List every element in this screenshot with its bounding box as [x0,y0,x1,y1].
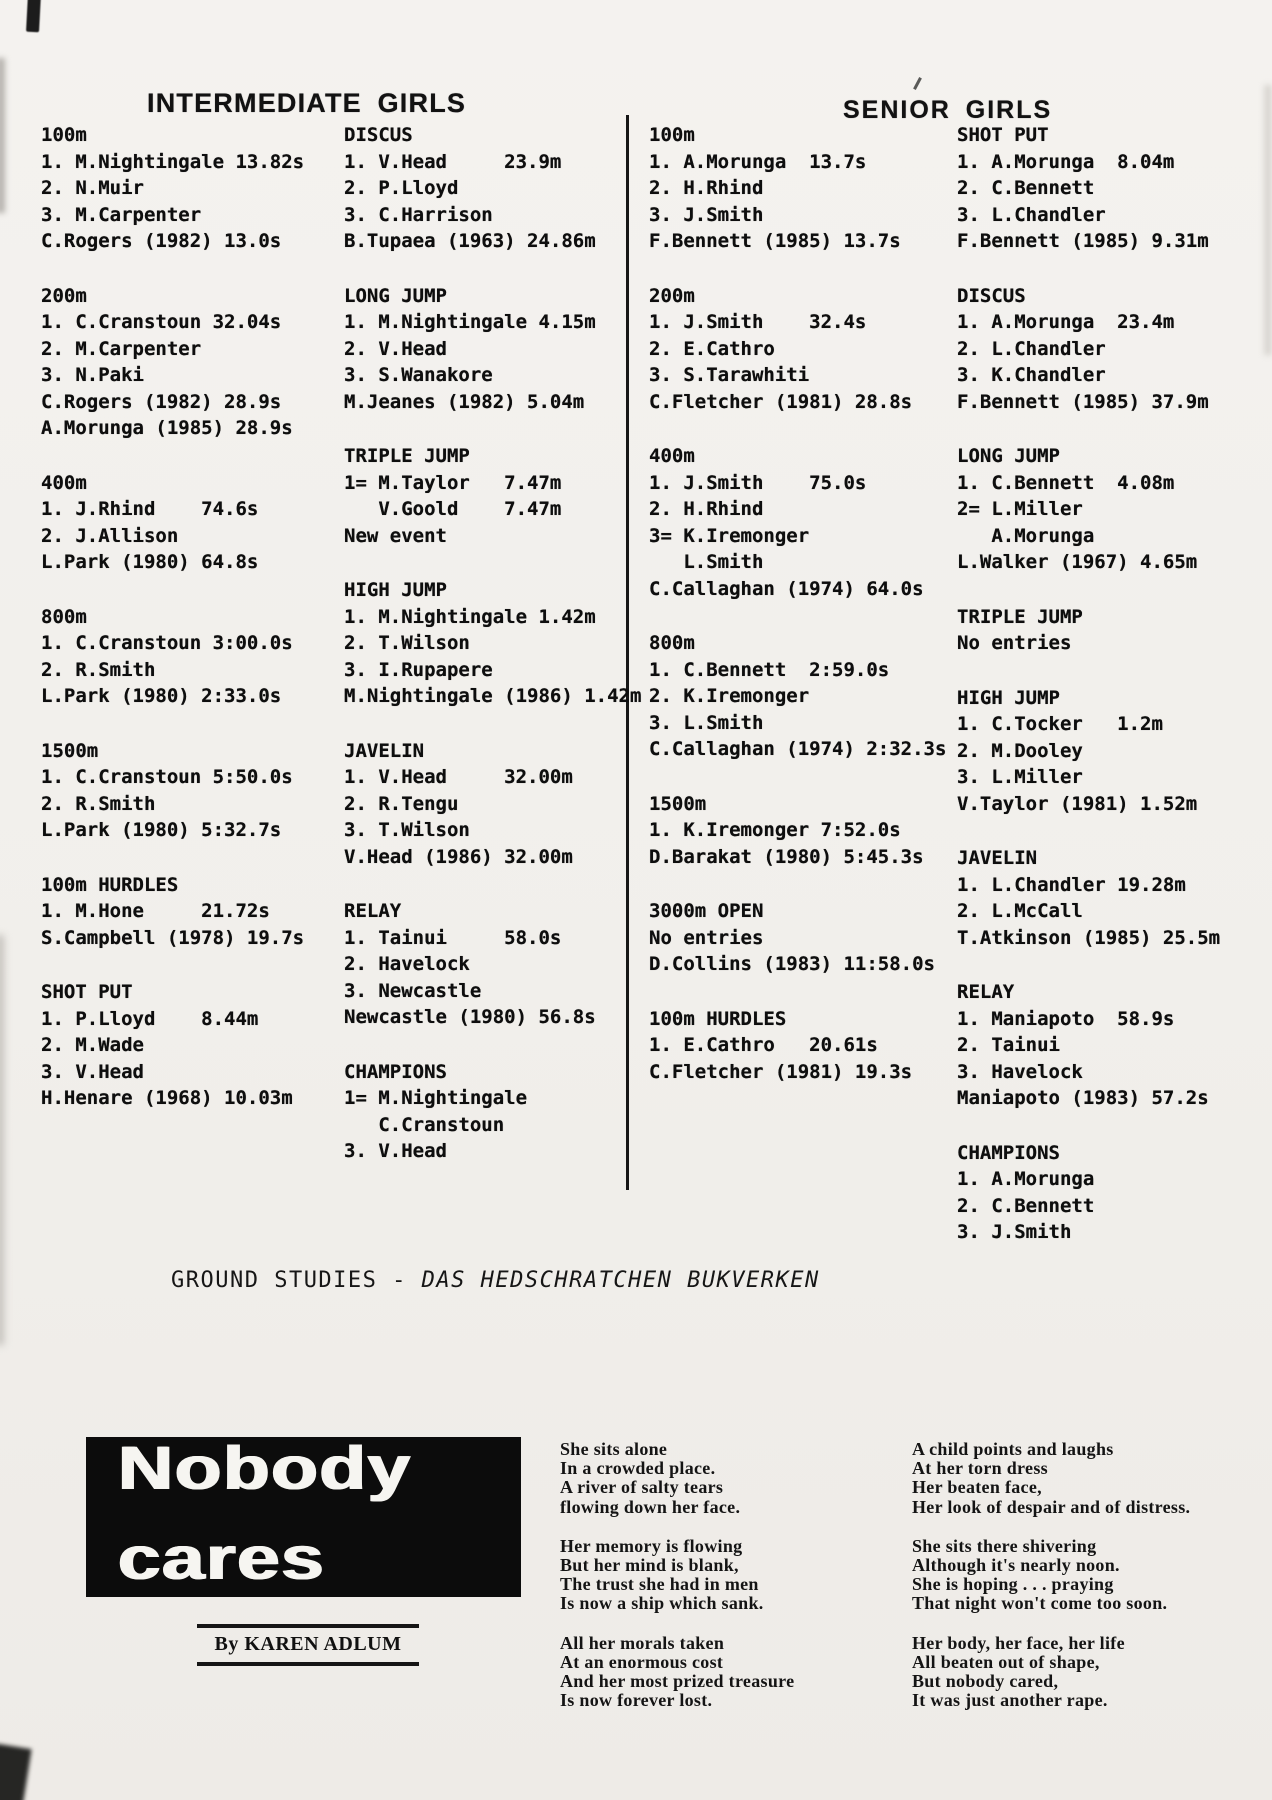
result-line: 3. Newcastle [344,979,482,1002]
event-400m [649,443,954,602]
poem-line: That night won't come too soon. [912,1593,1168,1614]
result-line: 3= K.Iremonger [649,524,810,547]
result-line: 1. A.Morunga 8.04m [957,150,1175,173]
result-line: M.Nightingale (1986) 1.42m [344,685,642,707]
event-title: 100m [41,124,87,146]
poem-stanza [560,1537,890,1614]
result-line: 1. V.Head 32.00m [344,766,573,788]
event-long-jump [957,443,1272,576]
result-line: 3. L.Miller [957,766,1083,788]
result-line: 2. C.Bennett [957,177,1095,199]
result-line: F.Bennett (1985) 13.7s [649,230,901,252]
event-champions [957,1140,1272,1246]
result-line: 3. M.Carpenter [41,203,202,226]
event-title: 3000m OPEN [649,900,764,922]
result-line: 1. C.Cranstoun 5:50.0s [41,766,293,788]
event-200m [41,283,336,442]
event-100m [41,122,336,255]
result-line: C.Rogers (1982) 13.0s [41,230,282,252]
poem-stanza [912,1634,1267,1711]
result-line: 2. Tainui [957,1034,1060,1056]
result-line: 1. K.Iremonger 7:52.0s [649,819,901,841]
result-line: 2. J.Allison [41,524,179,547]
result-line: 2. M.Carpenter [41,337,202,360]
result-line: Newcastle (1980) 56.8s [344,1006,596,1028]
event-title: JAVELIN [344,739,425,762]
event-title: 100m [649,124,695,146]
result-line: 1. M.Nightingale 13.82s [41,150,305,173]
poem-line: Her body, her face, her life [912,1632,1125,1653]
poem-stanza [560,1634,890,1711]
poem-stanza [912,1537,1267,1614]
result-line: 1. J.Smith 32.4s [649,311,867,333]
result-line: 1. L.Chandler 19.28m [957,873,1186,896]
poem-line: She sits there shivering [912,1535,1097,1556]
caption-italic-text: DAS HEDSCHRATCHEN BUKVERKEN [421,1268,820,1293]
result-line: 2. L.McCall [957,900,1083,922]
result-line: 3. K.Chandler [957,364,1106,386]
event-title: 100m HURDLES [41,873,179,896]
poem-line: All beaten out of shape, [912,1651,1100,1672]
poem-line: At an enormous cost [560,1651,724,1672]
result-line: C.Fletcher (1981) 28.8s [649,390,913,413]
poem-column-right [912,1440,1267,1730]
result-line: M.Jeanes (1982) 5.04m [344,390,585,413]
event-title: CHAMPIONS [344,1060,447,1083]
event-relay [344,898,649,1031]
event-title: 1500m [41,739,99,762]
poem-title-box [86,1437,521,1597]
poem-line: The trust she had in men [560,1574,759,1595]
event-title: 400m [649,445,695,467]
result-line: 3. J.Smith [649,203,764,226]
result-line: 1. C.Cranstoun 32.04s [41,311,282,333]
result-line: 3. Havelock [957,1060,1083,1083]
result-line: 1. M.Nightingale 1.42m [344,605,596,628]
result-line: 3. J.Smith [957,1221,1072,1243]
event-title: 800m [41,605,87,628]
event-title: 100m HURDLES [649,1007,787,1030]
event-800m [41,604,336,710]
result-line: 1. A.Morunga [957,1168,1095,1190]
poem-line: Her look of despair and of distress. [912,1496,1191,1517]
event-relay [957,979,1272,1112]
event-javelin [344,738,649,871]
result-line: 1. C.Bennett 4.08m [957,471,1175,494]
result-line: V.Taylor (1981) 1.52m [957,792,1198,815]
result-line: 1. M.Nightingale 4.15m [344,311,596,333]
result-line: S.Campbell (1978) 19.7s [41,926,305,949]
event-title: SHOT PUT [957,124,1049,146]
poem-line: A river of salty tears [560,1477,724,1498]
result-line: 1. Maniapoto 58.9s [957,1007,1175,1030]
result-line: 3. S.Wanakore [344,364,493,386]
event-title: LONG JUMP [344,284,447,307]
event-200m [649,283,954,416]
result-line: 2. C.Bennett [957,1194,1095,1217]
result-line: 1. E.Cathro 20.61s [649,1034,878,1056]
result-line: No entries [957,632,1072,654]
poem-line: But nobody cared, [912,1671,1059,1692]
poem-line: Although it's nearly noon. [912,1555,1120,1576]
senior-results-column-right [957,122,1272,1274]
scan-artifact [26,0,41,32]
poem-line: And her most prized treasure [560,1671,795,1692]
result-line: 1. V.Head 23.9m [344,150,562,173]
intermediate-girls-title: INTERMEDIATE GIRLS [147,88,467,119]
result-line: 2. K.Iremonger [649,685,810,707]
result-line: V.Head (1986) 32.00m [344,845,573,868]
intermediate-results-column-right [344,122,649,1193]
event-1500m [41,738,336,844]
event-triple-jump [957,604,1272,657]
caption-plain-text: GROUND STUDIES - [170,1268,422,1293]
result-line: 2. V.Head [344,337,447,360]
result-line: 2. R.Smith [41,792,156,815]
poem-line: flowing down her face. [560,1496,741,1517]
result-line: L.Park (1980) 64.8s [41,551,259,573]
result-line: 2. N.Muir [41,177,144,199]
poem-line: At her torn dress [912,1458,1048,1479]
result-line: A.Morunga [957,524,1095,547]
event-shot-put [957,122,1272,255]
result-line: V.Goold 7.47m [344,498,562,520]
event-title: DISCUS [957,284,1026,307]
result-line: 2. R.Tengu [344,792,459,815]
result-line: L.Smith [649,551,764,573]
result-line: 1. Tainui 58.0s [344,926,562,949]
result-line: 2. M.Wade [41,1034,144,1056]
event-100m-hurdles [649,1006,954,1086]
scan-artifact [913,77,922,90]
event-title: TRIPLE JUMP [344,445,470,467]
event-long-jump [344,283,649,416]
result-line: 2. Havelock [344,953,470,975]
result-line: A.Morunga (1985) 28.9s [41,417,293,439]
poem-column-left [560,1440,890,1730]
result-line: 1= M.Nightingale [344,1087,528,1109]
result-line: D.Barakat (1980) 5:45.3s [649,845,924,868]
event-title: DISCUS [344,124,413,146]
senior-results-column-left [649,122,954,1113]
event-title: LONG JUMP [957,445,1060,467]
result-line: 3. L.Chandler [957,203,1106,226]
result-line: 1. C.Cranstoun 3:00.0s [41,632,293,654]
poem-line: Her memory is flowing [560,1535,743,1556]
event-title: SHOT PUT [41,981,133,1003]
event-100m-hurdles [41,872,336,952]
result-line: T.Atkinson (1985) 25.5m [957,926,1221,949]
result-line: C.Fletcher (1981) 19.3s [649,1060,913,1083]
result-line: Maniapoto (1983) 57.2s [957,1087,1209,1109]
result-line: 3. V.Head [344,1140,447,1162]
result-line: 1. J.Rhind 74.6s [41,498,259,520]
result-line: 1. A.Morunga 13.7s [649,150,867,173]
result-line: 2= L.Miller [957,498,1083,520]
result-line: 1. C.Bennett 2:59.0s [649,658,890,681]
poem-line: It was just another rape. [912,1690,1108,1711]
event-3000m-open [649,898,954,978]
result-line: 2. T.Wilson [344,632,470,654]
event-title: 400m [41,471,87,494]
result-line: 2. R.Smith [41,658,156,681]
result-line: L.Park (1980) 5:32.7s [41,819,282,841]
result-line: 1= M.Taylor 7.47m [344,471,562,494]
result-line: L.Walker (1967) 4.65m [957,551,1198,573]
result-line: L.Park (1980) 2:33.0s [41,685,282,707]
result-line: 1. C.Tocker 1.2m [957,713,1163,735]
result-line: 2. H.Rhind [649,498,764,520]
scan-artifact [0,58,5,213]
event-champions [344,1059,649,1165]
poem-line: Is now a ship which sank. [560,1593,764,1614]
event-triple-jump [344,443,649,549]
event-high-jump [344,577,649,710]
result-line: No entries [649,926,764,949]
event-discus [344,122,649,255]
poem-line: But her mind is blank, [560,1555,739,1576]
poem-line: She is hoping . . . praying [912,1574,1114,1595]
result-line: 3. N.Paki [41,364,144,386]
event-title: CHAMPIONS [957,1141,1060,1164]
result-line: 1. J.Smith 75.0s [649,471,867,494]
result-line: 2. L.Chandler [957,337,1106,360]
event-800m [649,630,954,763]
result-line: C.Rogers (1982) 28.9s [41,390,282,413]
event-100m [649,122,954,255]
result-line: F.Bennett (1985) 37.9m [957,390,1209,413]
result-line: 2. H.Rhind [649,177,764,199]
result-line: H.Henare (1968) 10.03m [41,1087,293,1109]
poem-line: Is now forever lost. [560,1690,713,1711]
event-title: 200m [41,284,87,307]
event-title: 800m [649,632,695,654]
poem-stanza [560,1440,890,1517]
result-line: 1. A.Morunga 23.4m [957,311,1175,333]
poem-line: In a crowded place. [560,1458,716,1479]
result-line: 2. P.Lloyd [344,177,459,199]
result-line: 3. V.Head [41,1060,144,1083]
result-line: C.Cranstoun [344,1113,505,1136]
event-title: HIGH JUMP [344,579,447,601]
result-line: New event [344,524,447,547]
result-line: 2. M.Dooley [957,739,1083,762]
result-line: 2. E.Cathro [649,337,775,360]
result-line: 3. L.Smith [649,711,764,734]
poem-title-line-2: cares [117,1524,325,1592]
result-line: D.Collins (1983) 11:58.0s [649,953,935,975]
poem-line: Her beaten face, [912,1477,1042,1498]
result-line: 1. M.Hone 21.72s [41,900,270,922]
result-line: B.Tupaea (1963) 24.86m [344,230,596,252]
event-title: 200m [649,284,695,307]
result-line: F.Bennett (1985) 9.31m [957,230,1209,252]
result-line: 3. I.Rupapere [344,658,493,681]
event-title: JAVELIN [957,847,1038,869]
event-1500m [649,791,954,871]
senior-girls-title: SENIOR GIRLS [843,95,1053,124]
result-line: 1. P.Lloyd 8.44m [41,1007,259,1030]
poem-line: All her morals taken [560,1632,725,1653]
intermediate-results-column-left [41,122,336,1140]
event-title: HIGH JUMP [957,686,1060,709]
poem-line: She sits alone [560,1439,668,1459]
result-line: C.Callaghan (1974) 2:32.3s [649,738,947,760]
result-line: C.Callaghan (1974) 64.0s [649,577,924,600]
event-title: RELAY [344,900,402,922]
result-line: 3. T.Wilson [344,819,470,841]
event-javelin [957,845,1272,951]
poem-title-line-1: Nobody [117,1437,412,1502]
result-line: 3. S.Tarawhiti [649,364,810,386]
event-title: TRIPLE JUMP [957,605,1083,628]
event-discus [957,283,1272,416]
scan-artifact [0,935,4,1345]
event-high-jump [957,685,1272,818]
poem-line: A child points and laughs [912,1439,1114,1459]
event-shot-put [41,979,336,1112]
result-line: 3. C.Harrison [344,203,493,226]
event-title: RELAY [957,981,1015,1003]
ground-studies-caption [112,1243,820,1318]
event-400m [41,470,336,576]
poem-stanza [912,1440,1267,1517]
event-title: 1500m [649,792,707,815]
poem-byline: By KAREN ADLUM [197,1624,419,1666]
scan-artifact [0,1744,32,1800]
